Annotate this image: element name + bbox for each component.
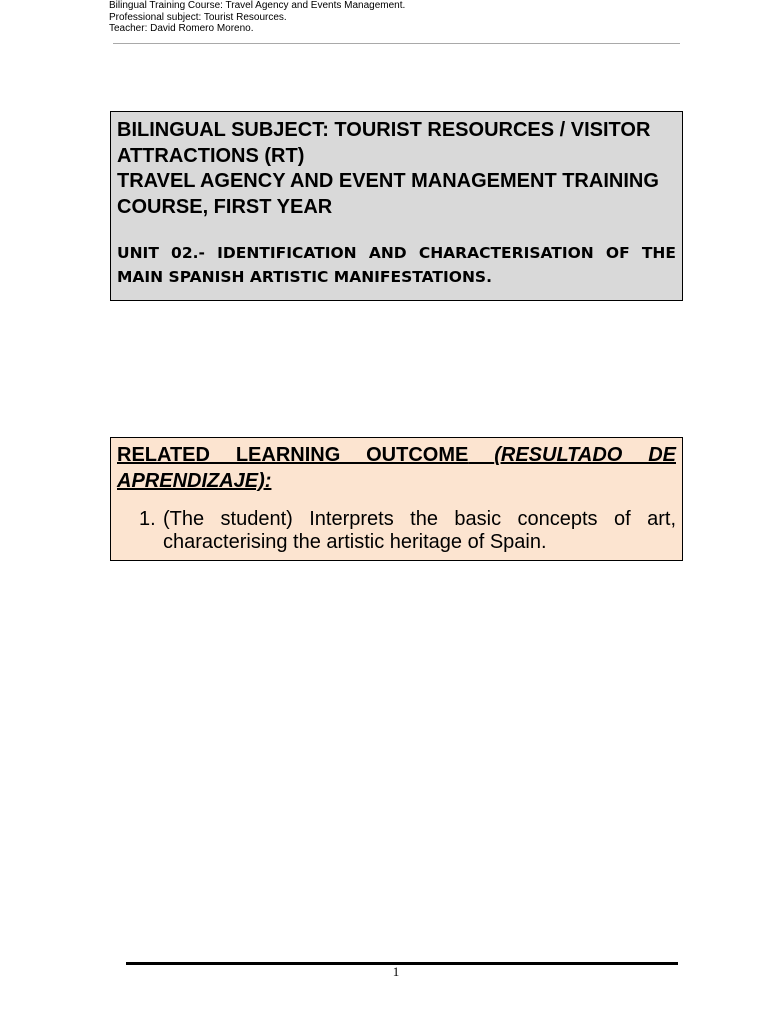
learning-outcome-heading-spanish: (RESULTADO DE APRENDIZAJE):: [117, 444, 676, 492]
header-course-line: Bilingual Training Course: Travel Agency and Events Management.: [109, 0, 406, 11]
header-teacher-line: Teacher: David Romero Moreno.: [109, 23, 254, 34]
list-item-text: (The student) Interprets the basic concepts of art, characterising the artistic heritage of Spain.: [163, 508, 676, 553]
header-subject-line: Professional subject: Tourist Resources.: [109, 11, 287, 23]
header-divider: [113, 43, 680, 44]
learning-outcome-list: [117, 508, 676, 554]
page-number: 1: [392, 964, 400, 979]
title-line-2: ATTRACTIONS (RT): [117, 144, 305, 167]
title-line-1: BILINGUAL SUBJECT: TOURIST RESOURCES / VISITOR: [117, 119, 651, 141]
list-item: [117, 508, 676, 554]
learning-outcome-box: [110, 437, 683, 561]
learning-outcome-heading-english: RELATED LEARNING OUTCOME: [117, 444, 469, 466]
title-line-3: TRAVEL AGENCY AND EVENT MANAGEMENT TRAINING: [117, 170, 659, 192]
list-item-number: 1.: [139, 508, 156, 530]
title-line-4: COURSE, FIRST YEAR: [117, 195, 333, 218]
unit-title: UNIT 02.- IDENTIFICATION AND CHARACTERISATION OF THE MAIN SPANISH ARTISTIC MANIFESTATIONS.: [117, 244, 676, 286]
page-header: [109, 0, 689, 35]
title-box: [110, 111, 683, 301]
learning-outcome-heading: [117, 442, 676, 494]
